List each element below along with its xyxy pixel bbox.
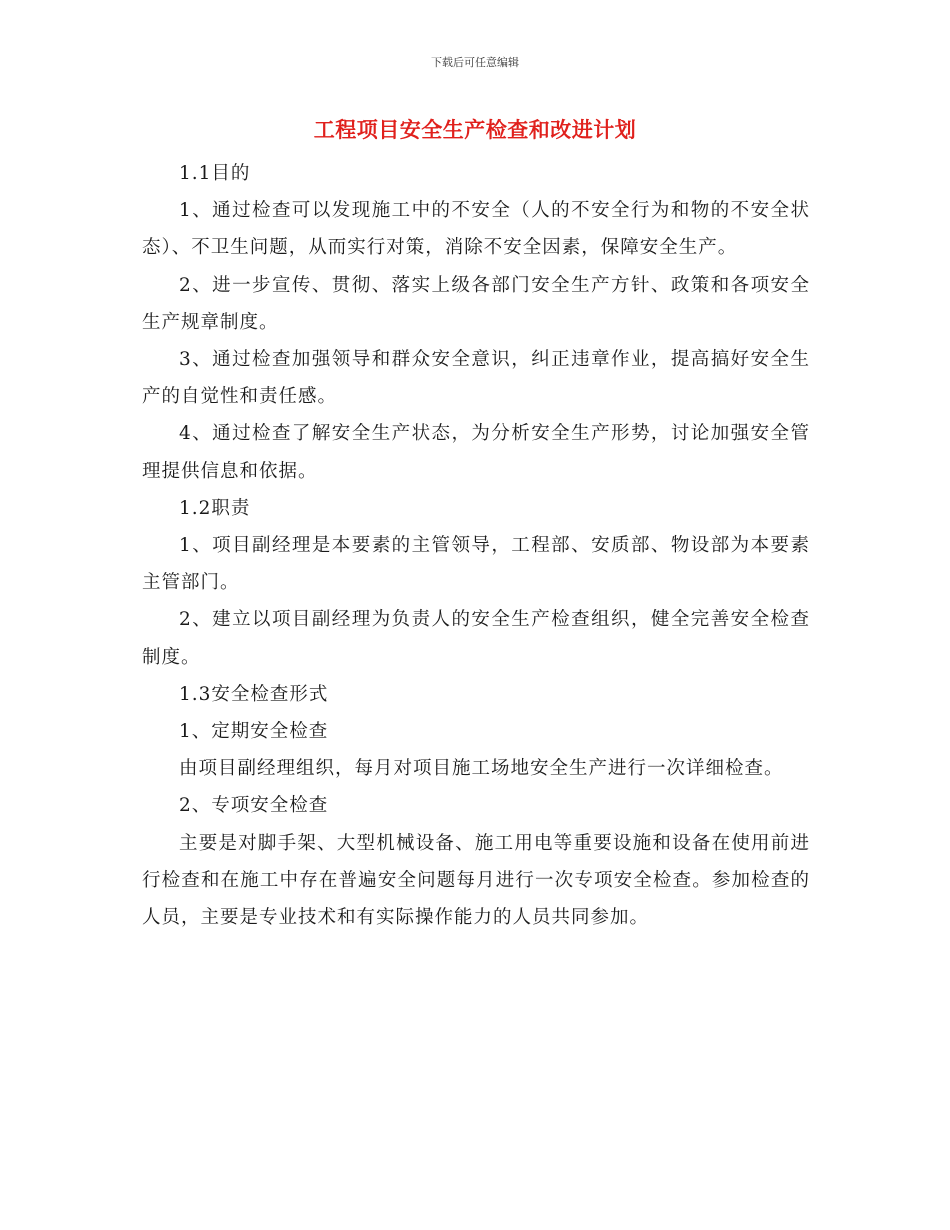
document-body — [142, 155, 810, 936]
subheading-regular-inspection: 1、定期安全检查 — [179, 721, 329, 743]
paragraph: 由项目副经理组织，每月对项目施工场地安全生产进行一次详细检查。 — [179, 758, 784, 780]
paragraph: 2、进一步宣传、贯彻、落实上级各部门安全生产方针、政策和各项安全生产规章制度。 — [142, 274, 810, 333]
header-note: 下载后可任意编辑 — [431, 56, 519, 69]
subheading-special-inspection: 2、专项安全检查 — [179, 795, 329, 817]
paragraph: 3、通过检查加强领导和群众安全意识，纠正违章作业，提高搞好安全生产的自觉性和责任感。 — [142, 349, 810, 408]
paragraph: 2、建立以项目副经理为负责人的安全生产检查组织，健全完善安全检查制度。 — [142, 609, 810, 668]
paragraph: 1、通过检查可以发现施工中的不安全（人的不安全行为和物的不安全状态）、不卫生问题，从而实行对策，消除不安全因素，保障安全生产。 — [142, 200, 810, 259]
section-heading-inspection-forms: 1.3安全检查形式 — [179, 683, 329, 705]
section-heading-purpose: 1.1目的 — [179, 163, 251, 184]
paragraph: 1、项目副经理是本要素的主管领导，工程部、安质部、物设部为本要素主管部门。 — [142, 535, 810, 594]
paragraph: 主要是对脚手架、大型机械设备、施工用电等重要设施和设备在使用前进行检查和在施工中存在普遍安全问题每月进行一次专项安全检查。参加检查的人员，主要是专业技术和有实际操作能力的人员共同参加。 — [142, 832, 810, 929]
section-heading-duties: 1.2职责 — [179, 497, 251, 519]
document-title: 工程项目安全生产检查和改进计划 — [313, 117, 637, 142]
paragraph: 4、通过检查了解安全生产状态，为分析安全生产形势，讨论加强安全管理提供信息和依据。 — [142, 423, 810, 482]
